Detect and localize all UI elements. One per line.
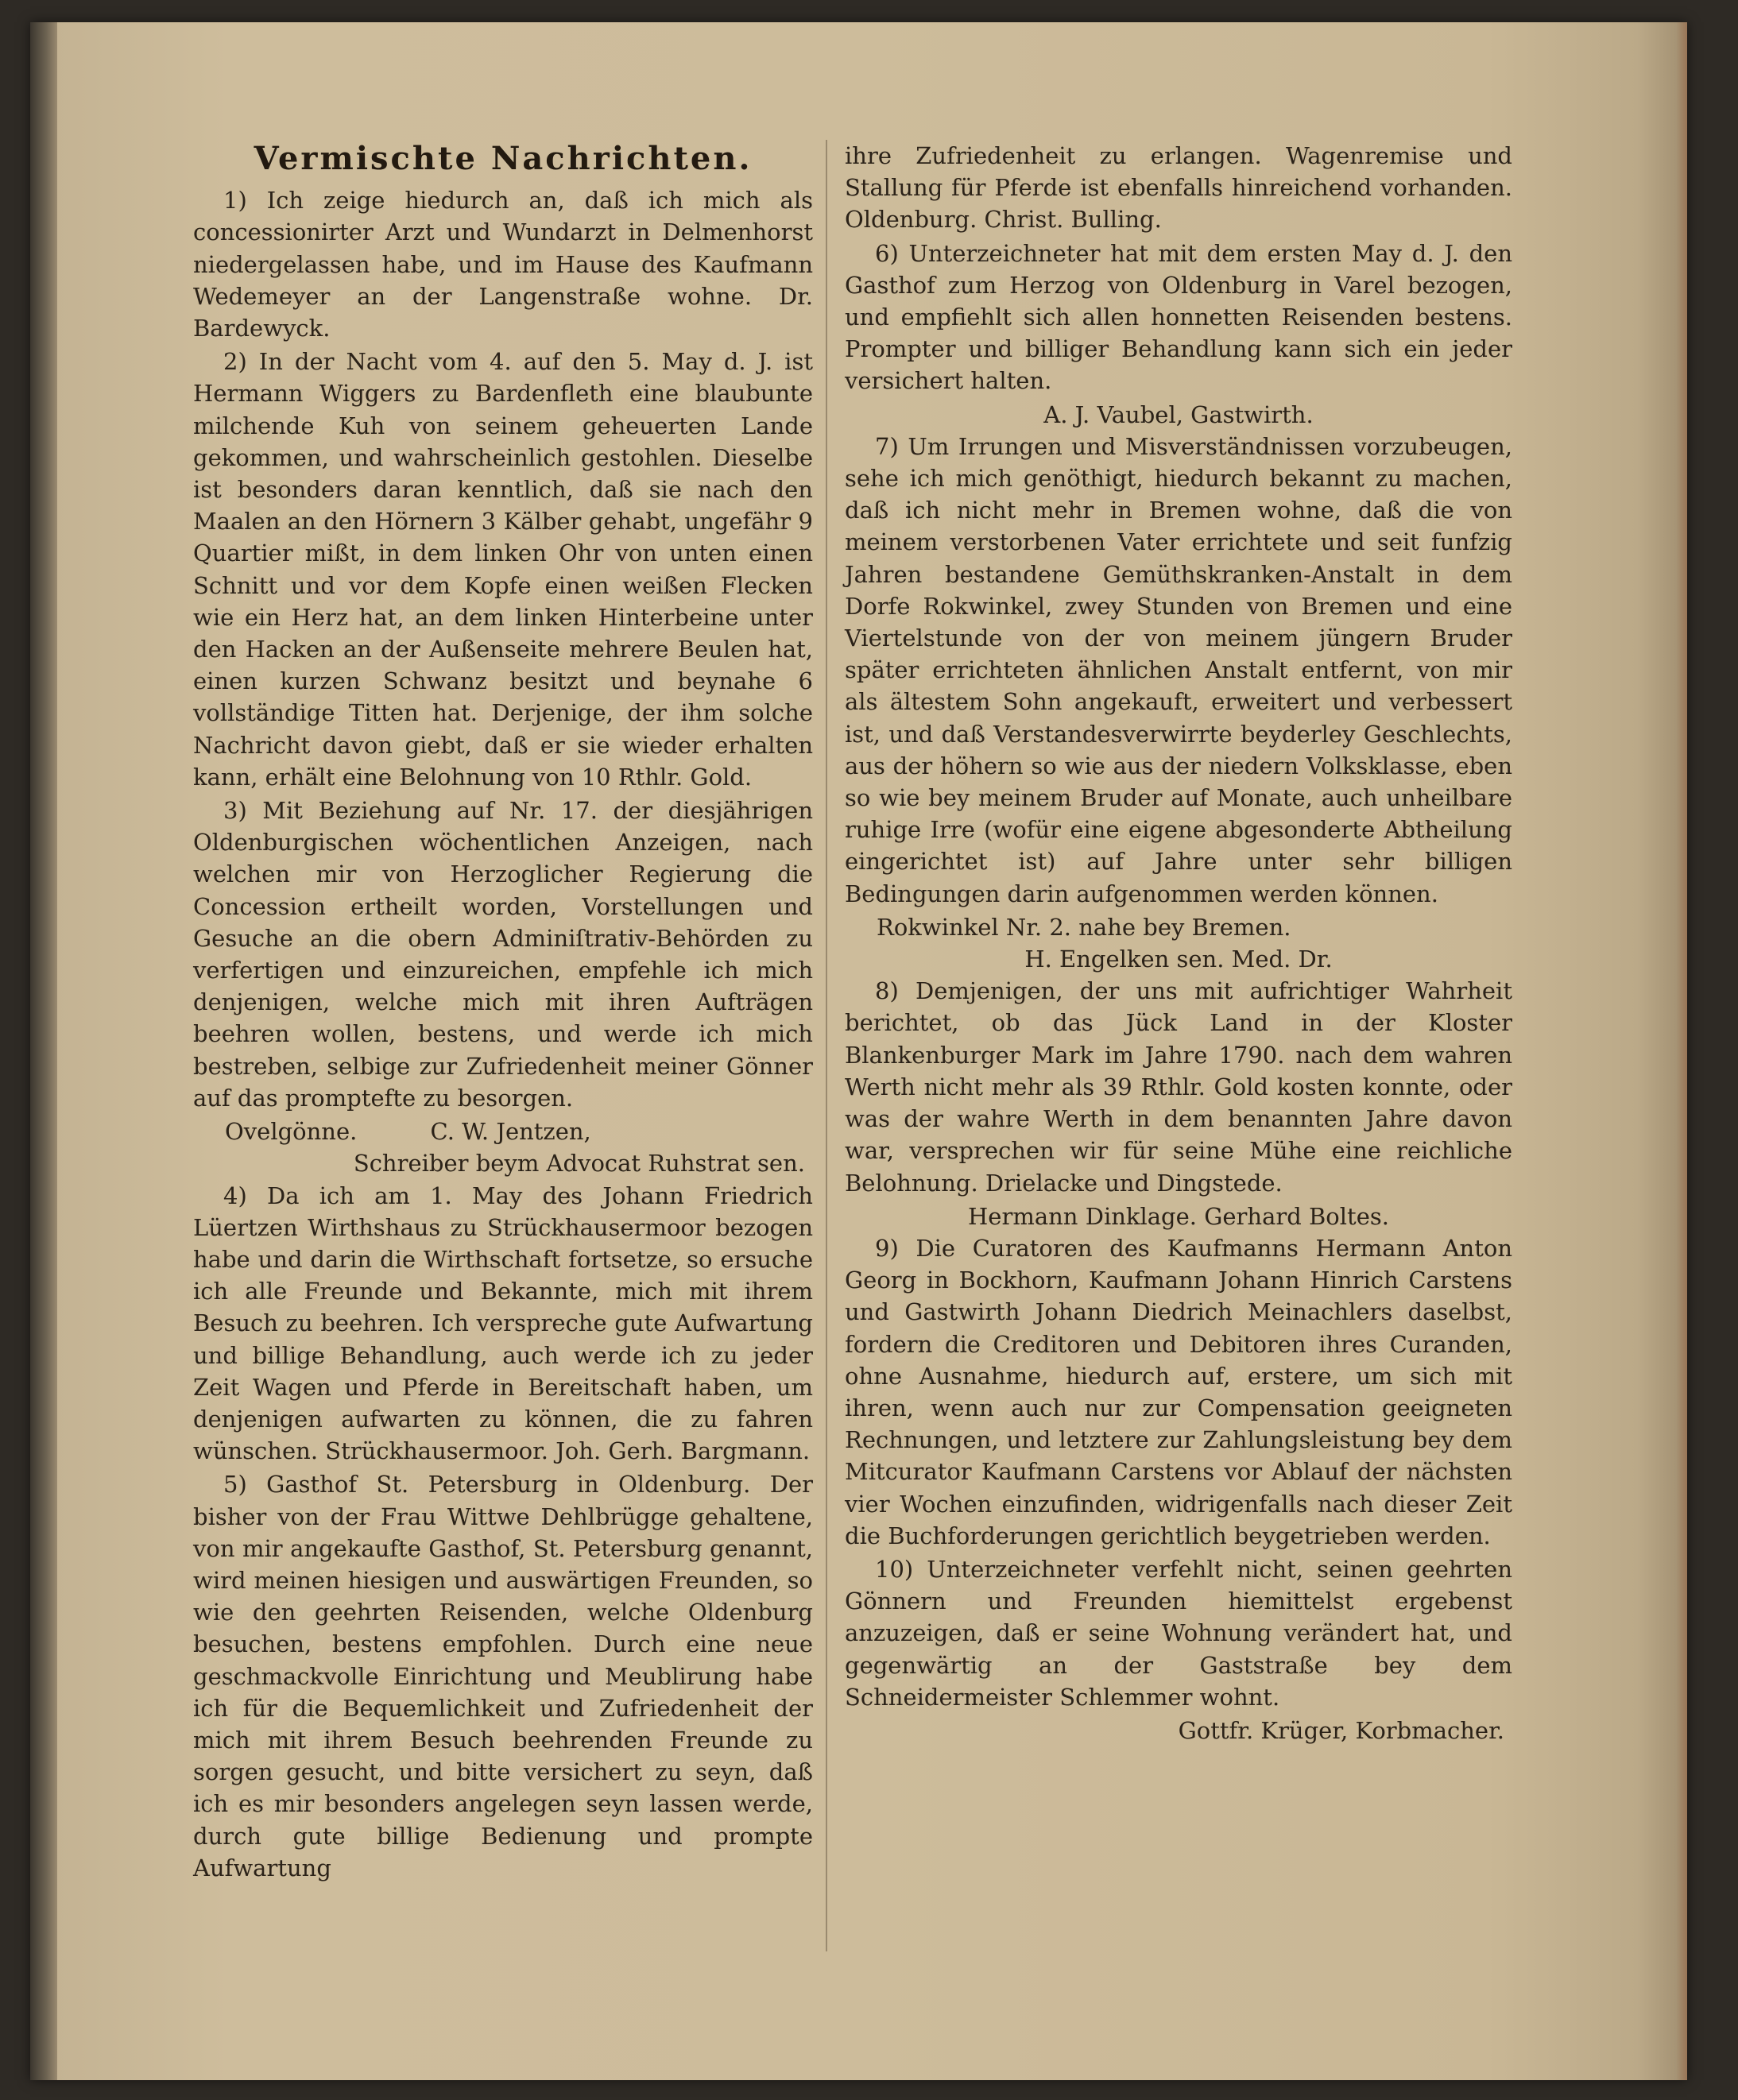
notice-3-name: C. W. Jentzen, [430,1118,591,1146]
notice-3-place: Ovelgönne. [225,1118,358,1146]
right-column [845,140,1512,1746]
notice-4: 4) Da ich am 1. May des Johann Friedrich Lüertzen Wirthshaus zu Strückhausermoor bezogen habe und darin die Wirthschaft fortsetze, so ersuche ich alle Freunde und Bekannte, mich mit ihrem Besuch zu beehren. Ich verspreche gute Aufwartung und billige Behandlung, auch werde ich zu jeder Zeit Wagen und Pferde in Bereitschaft haben, um denjenigen aufwarten zu können, die zu fahren wünschen. Strückhausermoor. Joh. Gerh. Bargmann. [193,1181,813,1465]
notice-3: 3) Mit Beziehung auf Nr. 17. der diesjährigen Oldenburgischen wöchentlichen Anzeigen, nach welchen mir von Herzoglicher Regierung die Concession ertheilt worden, Vorstellungen und Gesuche an die obern Adminiſtrativ-Behörden zu verfertigen und einzureichen, empfehle ich mich denjenigen, welche mich mit ihren Aufträgen beehren wollen, bestens, und werde ich mich bestreben, selbige zur Zufriedenheit meiner Gönner auf das promptefte zu besorgen. [193,797,813,1112]
section-heading: Vermischte Nachrichten. [254,140,753,177]
notice-10: 10) Unterzeichneter verfehlt nicht, seinen geehrten Gönnern und Freunden hiemittelst ergebenst anzuzeigen, daß er seine Wohnung verändert hat, und gegenwärtig an der Gaststraße bey dem Schneidermeister Schlemmer wohnt. [845,1555,1512,1711]
notice-7-signature: H. Engelken sen. Med. Dr. [1024,946,1333,973]
notice-2: 2) In der Nacht vom 4. auf den 5. May d. J. ist Hermann Wiggers zu Bardenfleth eine blaubunte milchende Kuh von seinem geheuerten Lande gekommen, und wahrscheinlich gestohlen. Dieselbe ist besonders daran kenntlich, daß sie nach den Maalen an den Hörnern 3 Kälber gehabt, ungefähr 9 Quartier mißt, in dem linken Ohr von unten einen Schnitt und vor dem Kopfe einen weißen Flecken wie ein Herz hat, an dem linken Hinterbeine unter den Hacken an der Außenseite mehrere Beulen hat, einen kurzen Schwanz besitzt und beynahe 6 vollständige Titten hat. Derjenige, der ihm solche Nachricht davon giebt, daß er sie wieder erhalten kann, erhält eine Belohnung von 10 Rthlr. Gold. [193,348,813,791]
notice-9: 9) Die Curatoren des Kaufmanns Hermann Anton Georg in Bockhorn, Kaufmann Johann Hinrich Carstens und Gastwirth Johann Diedrich Meinachlers daselbst, fordern die Creditoren und Debitoren ihres Curanden, ohne Ausnahme, hiedurch auf, erstere, um sich mit ihren, wenn auch nur zur Compensation geeigneten Rechnungen, und letztere zur Zahlungsleistung bey dem Mitcurator Kaufmann Carstens vor Ablauf der nächsten vier Wochen einzufinden, widrigenfalls nach dieser Zeit die Buchforderungen gerichtlich beygetrieben werden. [845,1234,1512,1549]
notice-6: 6) Unterzeichneter hat mit dem ersten May d. J. den Gasthof zum Herzog von Oldenburg in Varel bezogen, und empfiehlt sich allen honnetten Reisenden bestens. Prompter und billiger Behandlung kann sich ein jeder versichert halten. [845,239,1512,395]
left-column [193,140,813,1885]
notice-8: 8) Demjenigen, der uns mit aufrichtiger Wahrheit berichtet, ob das Jück Land in der Kloster Blankenburger Mark im Jahre 1790. nach dem wahren Werth nicht mehr als 39 Rthlr. Gold kosten konnte, oder was der wahre Werth in dem benannten Jahre davon war, versprechen wir für seine Mühe eine reichliche Belohnung. Drielacke und Dingstede. [845,977,1512,1197]
notice-6-signature: A. J. Vaubel, Gastwirth. [1043,400,1314,428]
column-rule [826,140,827,1951]
page-edge [1676,22,1687,2080]
book-binding [30,22,57,2080]
newspaper-page [30,22,1687,2080]
notice-3-signature [193,1116,813,1147]
notice-10-signature: Gottfr. Krüger, Korbmacher. [1178,1716,1504,1744]
notice-5: 5) Gasthof St. Petersburg in Oldenburg. Der bisher von der Frau Wittwe Dehlbrügge gehaltene, von mir angekaufte Gasthof, St. Petersburg genannt, wird meinen hiesigen und auswärtigen Freunden, so wie den geehrten Reisenden, welche Oldenburg besuchen, bestens empfohlen. Durch eine neue geschmackvolle Einrichtung und Meublirung habe ich für die Bequemlichkeit und Zufriedenheit der mich mit ihrem Besuch beehrenden Freunde zu sorgen gesucht, und bitte versichert zu seyn, daß ich es mir besonders angelegen seyn lassen werde, durch gute billige Bedienung und prompte Aufwartung [193,1471,813,1881]
notice-7: 7) Um Irrungen und Misverständnissen vorzubeugen, sehe ich mich genöthigt, hiedurch bekannt zu machen, daß ich nicht mehr in Bremen wohne, daß die von meinem verstorbenen Vater errichtete und seit funfzig Jahren bestandene Gemüthskranken-Anstalt in dem Dorfe Rokwinkel, zwey Stunden von Bremen und eine Viertelstunde von der von meinem jüngern Bruder später errichteten ähnlichen Anstalt entfernt, von mir als ältestem Sohn angekauft, erweitert und verbessert ist, und daß Verstandesverwirrte beyderley Geschlechts, aus der höhern so wie aus der niedern Volksklasse, eben so wie bey meinem Bruder auf Monate, auch unheilbare ruhige Irre (wofür eine eigene abgesonderte Abtheilung eingerichtet ist) auf Jahre unter sehr billigen Bedingungen darin aufgenommen werden können. [845,432,1512,907]
notice-1: 1) Ich zeige hiedurch an, daß ich mich als concessionirter Arzt und Wundarzt in Delmenhorst niedergelassen habe, und im Hause des Kaufmann Wedemeyer an der Langenstraße wohne. Dr. Bardewyck. [193,187,813,342]
notice-7-place: Rokwinkel Nr. 2. nahe bey Bremen. [877,913,1291,941]
notice-5-continued: ihre Zufriedenheit zu erlangen. Wagenremise und Stallung für Pferde ist ebenfalls hinreichend vorhanden. Oldenburg. Christ. Bulling. [845,142,1512,234]
notice-8-signature: Hermann Dinklage. Gerhard Boltes. [968,1202,1389,1230]
notice-3-title: Schreiber beym Advocat Ruhstrat sen. [353,1150,805,1178]
